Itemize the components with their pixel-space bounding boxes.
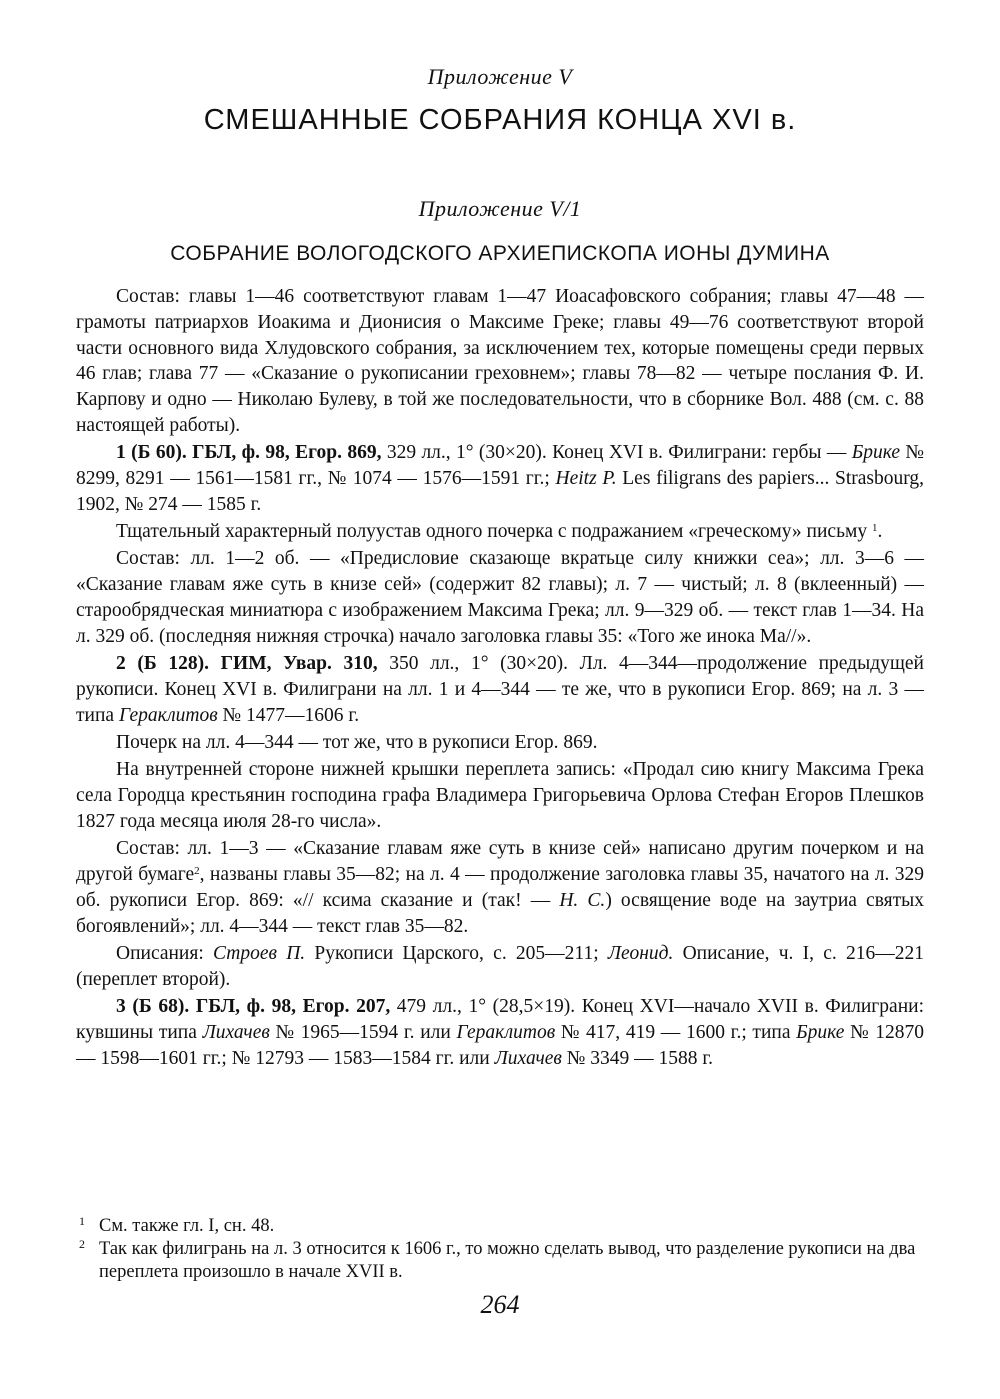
entry-1-description: 1 (Б 60). ГБЛ, ф. 98, Егор. 869, 329 лл., 1° (30×20). Конец XVI в. Филиграни: гербы — Брике № 8299, 8291 — 1561—1581 гг., № 1074 — 1576—1591 гг.; Heitz P. Les filigrans des papiers... Strasbourg, 1902, № 274 — 1585 г. — [76, 442, 924, 515]
entry-2-description: 2 (Б 128). ГИМ, Увар. 310, 350 лл., 1° (30×20). Лл. 4—344—продолжение предыдущей рукописи. Конец XVI в. Филиграни на лл. 1 и 4—344 — те же, что в рукописи Егор. 869; на л. 3 — типа Гераклитов № 1477—1606 г. — [76, 653, 924, 726]
footnote-2 — [76, 1238, 924, 1284]
footnote-text: Так как филигрань на л. 3 относится к 1606 г., то можно сделать вывод, что разделение рукописи на два переплета произошло в начале XVII в. — [99, 1239, 916, 1282]
page-title: СМЕШАННЫЕ СОБРАНИЯ КОНЦА XVI в. — [203, 104, 797, 136]
entry-1-contents: Состав: лл. 1—2 об. — «Предисловие сказающе вкратьце силу книжки сеа»; лл. 3—6 — «Сказание главам яже суть в книзе сей» (содержит 82 главы); л. 7 — чистый; л. 8 (вклеенный) — старообрядческая миниатюра с изображением Максима Грека; лл. 9—329 об. — текст глав 1—34. На л. 329 об. (последняя нижняя строчка) начало заголовка главы 35: «Того же инока Ма//». — [76, 548, 924, 647]
page-number: 264 — [480, 1290, 520, 1319]
footnote-ref-1[interactable]: 1 — [871, 522, 878, 535]
footnote-1 — [76, 1215, 924, 1238]
entry-2-descriptions: Описания: Строев П. Рукописи Царского, с. 205—211; Леонид. Описание, ч. I, с. 216—221 (переплет второй). — [76, 942, 924, 990]
entry-2-contents: Состав: лл. 1—3 — «Сказание главам яже суть в книзе сей» написано другим почерком и на другой бумаге$^2$, названы главы 35—82; на л. 4 — продолжение заголовка главы 35, начатого на л. 329 об. рукописи Егор. 869: «// ксима сказание и (так! — Н. С.) освящение воде на заутриа святых богоявлений»; лл. 4—344 — текст глав 35—82. — [76, 838, 925, 937]
entry-3-description: 3 (Б 68). ГБЛ, ф. 98, Егор. 207, 479 лл., 1° (28,5×19). Конец XVI—начало XVII в. Филиграни: кувшины типа Лихачев № 1965—1594 г. или Гераклитов № 417, 419 — 1600 г.; типа Брике № 12870 — 1598—1601 гг.; № 12793 — 1583—1584 гг. или Лихачев № 3349 — 1588 г. — [76, 996, 925, 1069]
entry-2-handwriting: Почерк на лл. 4—344 — тот же, что в рукописи Егор. 869. — [116, 732, 598, 754]
footnote-mark: 2 — [79, 1237, 85, 1251]
entry-1-heading: 1 (Б 60). ГБЛ, ф. 98, Егор. 869, — [116, 442, 382, 464]
main-text — [76, 284, 924, 1073]
section-title: СОБРАНИЕ ВОЛОГОДСКОГО АРХИЕПИСКОПА ИОНЫ ДУМИНА — [170, 242, 830, 265]
entry-2-inscription: На внутренней стороне нижней крышки переплета запись: «Продал сию книгу Максима Грека села Городца крестьянин господина графа Владимера Григорьевича Орлова Стефан Егоров Плешков 1827 года месяца июля 28-го числа». — [76, 759, 924, 832]
footnote-ref-2[interactable]: 2 — [194, 865, 200, 878]
entry-3-heading: 3 (Б 68). ГБЛ, ф. 98, Егор. 207, — [116, 996, 391, 1018]
entry-2-heading: 2 (Б 128). ГИМ, Увар. 310, — [116, 653, 378, 675]
footnote-mark: 1 — [79, 1214, 85, 1228]
footnotes — [76, 1215, 924, 1284]
intro-paragraph: Состав: главы 1—46 соответствуют главам 1—47 Иоасафовского собрания; главы 47—48 — грамоты патриархов Иоакима и Дионисия о Максиме Греке; главы 49—76 соответствуют второй части основного вида Хлудовского собрания, за исключением тех, которые помещены среди первых 46 глав; глава 77 — «Сказание о рукописании греховнем»; главы 78—82 — четыре послания Ф. И. Карпову и одно — Николаю Булеву, в той же последовательности, что в сборнике Вол. 488 (см. с. 88 настоящей работы). — [76, 286, 924, 436]
entry-1-handwriting: Тщательный характерный полуустав одного почерка с подражанием «греческому» письму $^1$. — [116, 521, 883, 543]
appendix-label: Приложение V — [427, 64, 573, 89]
footnote-text: См. также гл. I, сн. 48. — [99, 1216, 275, 1236]
sub-appendix-label: Приложение V/1 — [418, 196, 582, 221]
